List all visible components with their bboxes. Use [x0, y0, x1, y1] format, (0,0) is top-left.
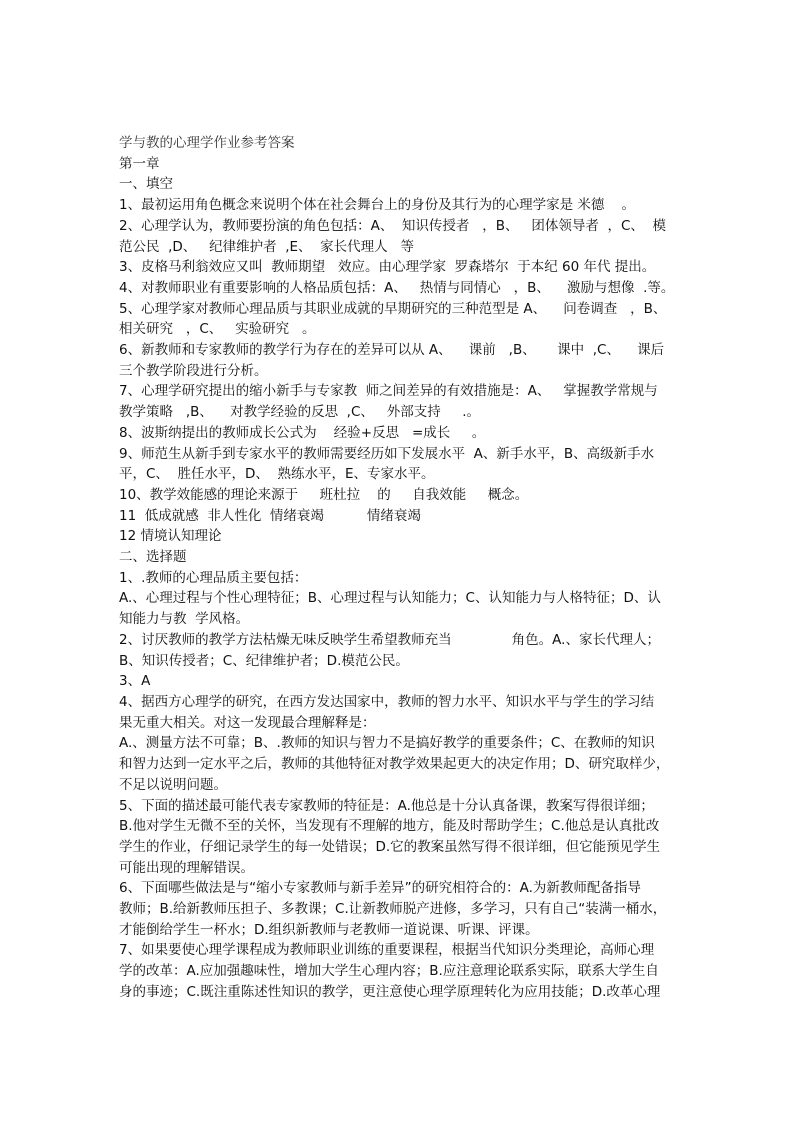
- text-line: 3、皮格马利翁效应又叫 教师期望 效应。由心理学家 罗森塔尔 于本纪 60 年代 提出。: [119, 259, 656, 276]
- text-line: 7、如果要使心理学课程成为教师职业训练的重要课程，根据当代知识分类理论，高师心理: [119, 942, 655, 959]
- text-line: B、知识传授者；C、纪律维护者；D.模范公民。: [119, 652, 409, 669]
- text-line: 知能力与教 学风格。: [119, 611, 250, 628]
- text-line: 可能出现的理解错误。: [119, 859, 254, 876]
- text-line: B.他对学生无微不至的关怀，当发现有不理解的地方，能及时帮助学生；C.他总是认真批改: [119, 818, 660, 835]
- document-body: [119, 133, 689, 1003]
- text-line: 8、波斯纳提出的教师成长公式为 经验+反思 =成长 。: [119, 424, 486, 441]
- text-line: 1、.教师的心理品质主要包括：: [119, 569, 308, 586]
- text-line: 不足以说明问题。: [119, 776, 227, 793]
- text-line: 9、师范生从新手到专家水平的教师需要经历如下发展水平 A、新手水平，B、高级新手水: [119, 445, 655, 462]
- text-line: 6、新教师和专家教师的教学行为存在的差异可以从 A、 课前 ,B、 课中 ,C、 课后: [119, 342, 665, 359]
- text-line: 11 低成就感 非人性化 情绪衰竭 情绪衰竭: [119, 507, 421, 524]
- document-title: 学与教的心理学作业参考答案: [119, 135, 295, 151]
- text-line: A.、心理过程与个性心理特征；B、心理过程与认知能力；C、认知能力与人格特征；D、认: [119, 590, 661, 607]
- text-line: 6、下面哪些做法是与“缩小专家教师与新手差异”的研究相符合的：A.为新教师配备指导: [119, 880, 641, 897]
- text-line: 三个教学阶段进行分析。: [119, 362, 268, 379]
- text-line: 果无重大相关。对这一发现最合理解释是：: [119, 714, 376, 731]
- choice-answers: [119, 568, 689, 1003]
- text-line: 教师；B.给新教师压担子、多教课；C.让新教师脱产进修，多学习，只有自己“装满一桶水，: [119, 901, 667, 918]
- text-line: 身的事迹；C.既注重陈述性知识的教学，更注意使心理学原理转化为应用技能；D.改革心理: [119, 983, 661, 1000]
- text-line: 和智力达到一定水平之后，教师的其他特征对教学效果起更大的决定作用；D、研究取样少，: [119, 756, 670, 773]
- text-line: 2、心理学认为，教师要扮演的角色包括：A、 知识传授者 ，B、 团体领导者 ，C、 模: [119, 217, 667, 234]
- text-line: 学生的作业，仔细记录学生的每一处错误；D.它的教案虽然写得不很详细，但它能预见学生: [119, 838, 661, 855]
- text-line: 4、对教师职业有重要影响的人格品质包括：A、 热情与同情心 ，B、 激励与想像 .等。: [119, 279, 675, 296]
- text-line: 2、讨厌教师的教学方法枯燥无味反映学生希望教师充当 角色。A.、家长代理人；: [119, 631, 660, 648]
- text-line: 7、心理学研究提出的缩小新手与专家教 师之间差异的有效措施是：A、 掌握教学常规与: [119, 383, 658, 400]
- text-line: 10、教学效能感的理论来源于 班杜拉 的 自我效能 概念。: [119, 486, 529, 503]
- text-line: 教学策略 ,B、 对教学经验的反思 ,C、 外部支持 .。: [119, 404, 481, 421]
- text-line: 学的改革：A.应加强趣味性，增加大学生心理内容；B.应注意理论联系实际，联系大学生自: [119, 963, 659, 980]
- text-line: 5、下面的描述最可能代表专家教师的特征是：A.他总是十分认真备课，教案写得很详细；: [119, 797, 654, 814]
- section-heading-choice: 二、选择题: [119, 549, 187, 566]
- text-line: 5、心理学家对教师心理品质与其职业成就的早期研究的三种范型是 A、 问卷调查 ，B、: [119, 300, 667, 317]
- text-line: A.、测量方法不可靠；B、.教师的知识与智力不是搞好教学的重要条件；C、在教师的知识: [119, 735, 655, 752]
- text-line: 平，C、 胜任水平，D、 熟练水平，E、专家水平。: [119, 466, 435, 483]
- text-line: 3、A: [119, 673, 151, 690]
- chapter-heading: 第一章: [119, 155, 160, 172]
- text-line: 相关研究 ，C、 实验研究 。: [119, 321, 316, 338]
- section-heading-fill: 一、填空: [119, 176, 173, 193]
- text-line: 才能倒给学生一杯水；D.组织新教师与老教师一道说课、听课、评课。: [119, 921, 539, 938]
- text-line: 12 情境认知理论: [119, 528, 222, 545]
- fill-in-answers: [119, 195, 689, 547]
- text-line: 范公民 ,D、 纪律维护者 ,E、 家长代理人 等: [119, 238, 415, 255]
- text-line: 1、最初运用角色概念来说明个体在社会舞台上的身份及其行为的心理学家是 米德 。: [119, 197, 636, 214]
- text-line: 4、据西方心理学的研究，在西方发达国家中，教师的智力水平、知识水平与学生的学习结: [119, 693, 655, 710]
